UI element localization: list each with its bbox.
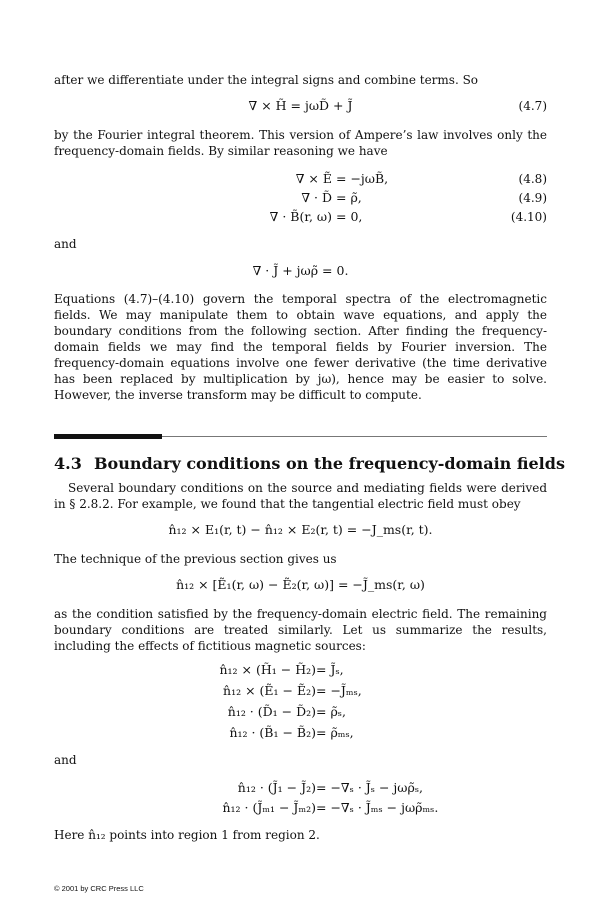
paragraph-intro: after we differentiate under the integral signs and combine terms. So [54,73,479,87]
bc-lhs: n̂₁₂ · (B̃₁ − B̃₂) [229,725,316,740]
equation-4-9 [54,189,547,207]
bc-row [0,799,602,817]
bc-row [0,779,602,797]
equation-number: (4.9) [518,191,547,205]
equation-4-8 [54,170,547,188]
equation-body: n̂₁₂ × E₁(r, t) − n̂₁₂ × E₂(r, t) = −J_ms(r, t). [168,522,433,537]
paragraph-here: Here n̂₁₂ points into region 1 from region 2. [54,828,320,842]
section-rule-thick [54,434,162,439]
equation-number: (4.7) [518,99,547,113]
equation-body: n̂₁₂ × [Ẽ₁(r, ω) − Ẽ₂(r, ω)] = −J̃_ms(r, ω) [176,577,425,592]
paragraph-condition: as the condition satisfied by the frequency-domain electric field. The remaining boundary conditions are treated similarly. Let us summarize the results, including the effects of fictitious magnetic sources: [54,607,547,653]
equation-4-10 [54,208,547,226]
equation-lhs: ∇ · D̃ [301,190,332,205]
bc-lhs: n̂₁₂ · (D̃₁ − D̃₂) [227,704,316,719]
paragraph-boundary: Several boundary conditions on the source and mediating fields were derived in § 2.8.2. For example, we found that the tangential electric field must obey [54,481,547,511]
bc-lhs: n̂₁₂ × (H̃₁ − H̃₂) [219,662,316,677]
bc-row [0,703,602,721]
equation-rhs: = 0, [336,209,363,224]
equation-rhs: = −jωB̃, [336,171,389,186]
bc-rhs: = −J̃ₘₛ, [316,683,362,698]
section-title: Boundary conditions on the frequency-domain fields [94,454,565,473]
copyright-footer: © 2001 by CRC Press LLC [54,884,144,893]
equation-lhs: ∇ · B̃(r, ω) [269,209,332,224]
equation-body: ∇ · J̃ + jωρ̃ = 0. [252,263,349,278]
word-and: and [54,753,77,767]
bc-rhs: = −∇ₛ · J̃ₛ − jωρ̃ₛ, [316,780,424,795]
bc-rhs: = J̃ₛ, [316,662,344,677]
equation-freq-tangential [54,576,547,594]
bc-lhs: n̂₁₂ × (Ẽ₁ − Ẽ₂) [223,683,316,698]
word-and: and [54,237,77,251]
equation-number: (4.10) [510,210,547,224]
section-rule-thin [162,436,547,437]
paragraph-technique: The technique of the previous section gives us [54,552,337,566]
bc-lhs: n̂₁₂ · (J̃ₘ₁ − J̃ₘ₂) [222,800,316,815]
equation-lhs: ∇ × Ẽ [295,171,332,186]
section-heading [54,453,565,475]
bc-row [0,682,602,700]
equation-tangential [54,521,547,539]
bc-rhs: = ρ̃ₛ, [316,704,346,719]
bc-rhs: = ρ̃ₘₛ, [316,725,354,740]
paragraph-equations: Equations (4.7)–(4.10) govern the temporal spectra of the electromagnetic fields. We may manipulate them to obtain wave equations, and apply the boundary conditions from the following section. After finding the frequency-domain fields we may find the temporal fields by Fourier inversion. The frequency-domain equations involve one fewer derivative (the time derivative has been replaced by multiplication by jω), hence may be easier to solve. However, the inverse transform may be difficult to compute. [54,292,547,402]
paragraph-fourier: by the Fourier integral theorem. This version of Ampere’s law involves only the frequency-domain fields. By similar reasoning we have [54,128,547,158]
equation-body: ∇ × H̃ = jωD̃ + J̃ [248,98,353,113]
equation-4-7 [54,97,547,115]
equation-continuity [54,262,547,280]
equation-rhs: = ρ̃, [336,190,362,205]
equation-number: (4.8) [518,172,547,186]
bc-lhs: n̂₁₂ · (J̃₁ − J̃₂) [237,780,316,795]
bc-row [0,661,602,679]
bc-rhs: = −∇ₛ · J̃ₘₛ − jωρ̃ₘₛ. [316,800,439,815]
section-number: 4.3 [54,454,82,473]
bc-row [0,724,602,742]
